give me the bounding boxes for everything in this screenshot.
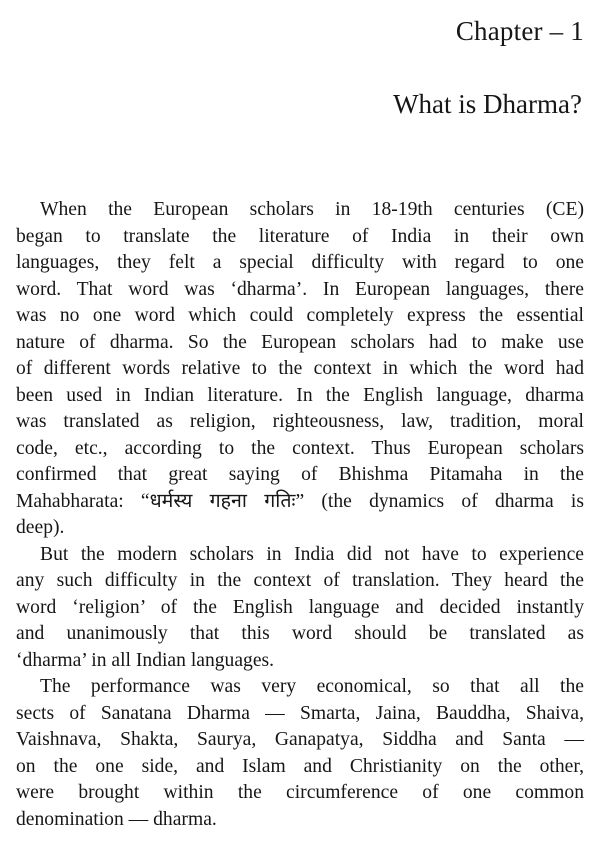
- text-line: word ‘religion’ of the English language and decided instantly: [16, 596, 584, 618]
- text-line: and unanimously that this word should be translated as: [16, 623, 584, 644]
- text-line: ‘dharma’ in all Indian languages.: [16, 649, 275, 671]
- chapter-label: Chapter – 1: [455, 16, 584, 46]
- text-line: on the one side, and Islam and Christianity on the other,: [16, 755, 584, 777]
- body-text: [16, 197, 584, 833]
- text-line: code, etc., according to the context. Thus European scholars: [16, 437, 584, 459]
- text-line: nature of dharma. So the European scholars had to make use: [16, 331, 584, 353]
- text-line: sects of Sanatana Dharma — Smarta, Jaina, Bauddha, Shaiva,: [16, 702, 584, 724]
- chapter-title: What is Dharma?: [393, 89, 582, 119]
- text-line: were brought within the circumference of one common: [16, 782, 584, 803]
- text-line: deep).: [16, 517, 65, 538]
- text-line: any such difficulty in the context of translation. They heard the: [16, 570, 584, 591]
- text-line: But the modern scholars in India did not have to experience: [40, 543, 584, 565]
- paragraph-2: [16, 542, 584, 675]
- text-line: denomination — dharma.: [16, 808, 217, 830]
- text-line: confirmed that great saying of Bhishma Pitamaha in the: [16, 464, 584, 485]
- text-line: was translated as religion, righteousness, law, tradition, moral: [16, 411, 584, 432]
- text-line: The performance was very economical, so that all the: [40, 676, 584, 697]
- paragraph-1: [16, 197, 584, 542]
- text-line: Mahabharata: “धर्मस्य गहना गतिः” (the dynamics of dharma is: [16, 490, 584, 512]
- text-line: was no one word which could completely express the essential: [16, 305, 584, 326]
- text-line: languages, they felt a special difficulty with regard to one: [16, 252, 584, 273]
- paragraph-3: [16, 674, 584, 833]
- text-line: Vaishnava, Shakta, Saurya, Ganapatya, Siddha and Santa —: [16, 729, 584, 750]
- text-line: been used in Indian literature. In the English language, dharma: [16, 384, 584, 406]
- text-line: began to translate the literature of India in their own: [16, 225, 584, 247]
- text-line: When the European scholars in 18-19th centuries (CE): [40, 199, 584, 220]
- text-line: word. That word was ‘dharma’. In European languages, there: [16, 278, 584, 300]
- text-line: of different words relative to the context in which the word had: [16, 358, 584, 379]
